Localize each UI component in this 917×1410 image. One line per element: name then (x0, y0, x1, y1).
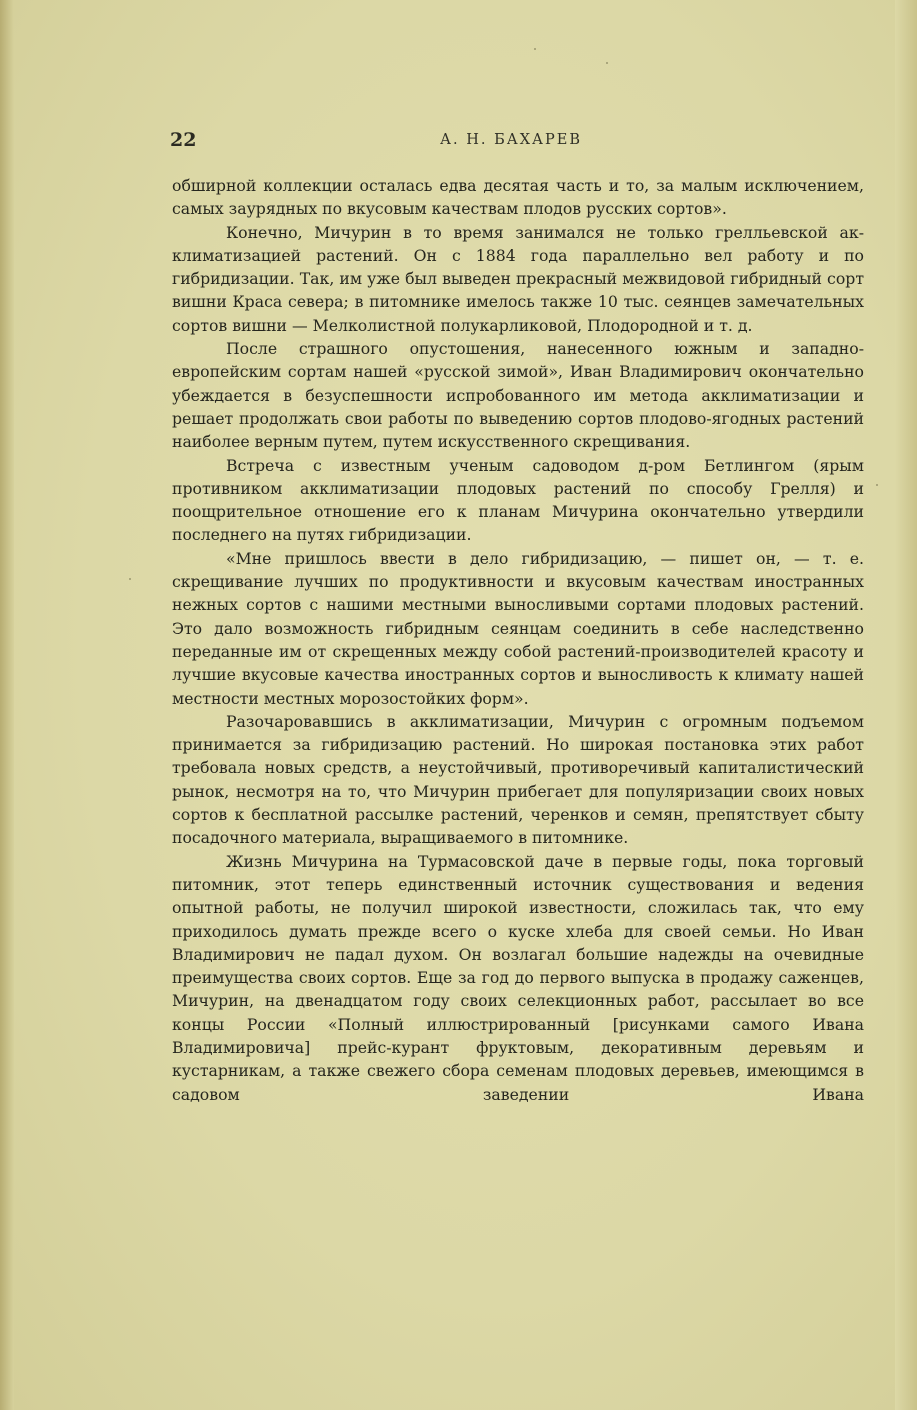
paper-speck (876, 484, 878, 486)
paper-speck (606, 62, 608, 64)
body-text (172, 174, 864, 1106)
page-binding-edge (0, 0, 14, 1410)
paper-speck (129, 578, 131, 580)
paragraph-3: После страшного опустошения, нанесенного южным и западноевропейским сортам нашей «русской зимой», Иван Владимирович окончательно убеждается в безуспешности испробованного им метода акклиматизации и решает продолжать свои работы по выведению сортов плодово-ягодных растений наиболее верным путем, путем искусственного скрещивания. (172, 339, 864, 452)
page-number: 22 (170, 129, 197, 151)
paragraph-7: Жизнь Мичурина на Турмасовской даче в первые годы, пока торговый питомник, этот теперь единственный источник существования и ведения опытной работы, не получил широкой известности, сложилась так, что ему приходилось думать прежде всего о куске хлеба для своей семьи. Но Иван Владимирович не падал духом. Он возлагал большие надежды на очевидные преимущества своих сортов. Еще за год до первого выпуска в продажу саженцев, Мичурин, на двенадцатом году своих селекционных работ, рассылает во все концы России «Полный иллюстрированный [рисунками самого Ивана Владимировича] прейс-курант фруктовым, декоративным деревьям и кустарникам, а также свежего сбора семенам плодовых деревьев, имеющимся в садовом заведении Ивана (172, 851, 864, 1104)
page-header (158, 129, 864, 153)
paper-speck (534, 48, 536, 50)
running-title: А. Н. БАХАРЕВ (440, 132, 582, 148)
paragraph-5: «Мне пришлось ввести в дело гибридизацию, — пишет он, — т. е. скрещивание лучших по продуктивности и вкусовым качествам иностранных нежных сортов с нашими местными выносливыми сортами плодовых растений. Это дало возможность гибридным сеянцам соединить в себе наследственно переданные им от скрещенных между собой растений-производителей красоту и лучшие вкусовые качества иностранных сортов и выносливость к климату нашей местности местных морозостойких форм». (172, 548, 864, 708)
paragraph-1: обширной коллекции осталась едва десятая часть и то, за малым исключением, самых заурядных по вкусовым качествам плодов русских сортов». (172, 176, 864, 219)
page-outer-edge (895, 0, 917, 1410)
paragraph-2: Конечно, Мичурин в то время занимался не только грелльевской акклиматизацией растений. Он с 1884 года параллельно вел работу и по гибридизации. Так, им уже был выведен прекрасный межвидовой гибридный сорт вишни Краса севера; в питомнике имелось также 10 тыс. сеянцев замечательных сортов вишни — Мелколистной полукарликовой, Плодородной и т. д. (172, 222, 864, 335)
paragraph-6: Разочаровавшись в акклиматизации, Мичурин с огромным подъемом принимается за гибридизацию растений. Но широкая постановка этих работ требовала новых средств, а неустойчивый, противоречивый капиталистический рынок, несмотря на то, что Мичурин прибегает для популяризации своих новых сортов к бесплатной рассылке растений, черенков и семян, препятствует сбыту посадочного материала, выращиваемого в питомнике. (172, 711, 864, 848)
paragraph-4: Встреча с известным ученым садоводом д-ром Бетлингом (ярым противником акклиматизации плодовых растений по способу Грелля) и поощрительное отношение его к планам Мичурина окончательно утвердили последнего на путях гибридизации. (172, 455, 864, 545)
